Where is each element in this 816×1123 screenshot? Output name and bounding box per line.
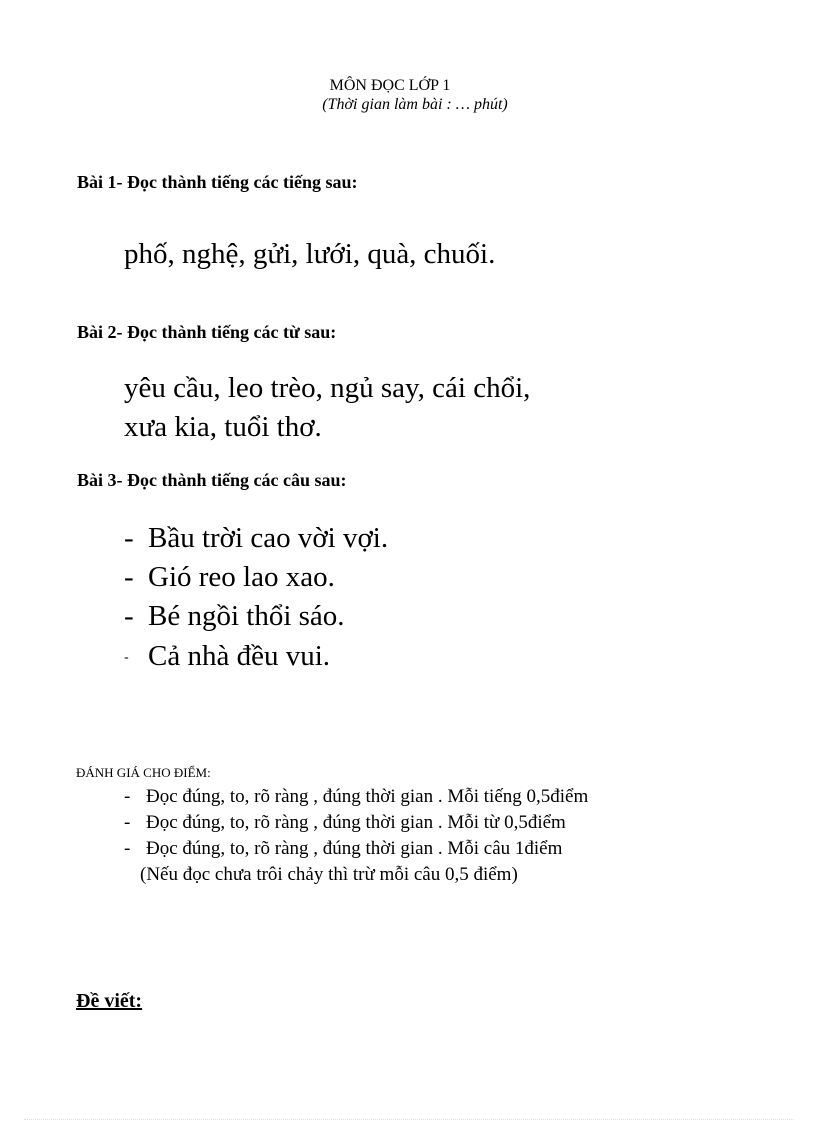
dash-bullet: - — [124, 561, 134, 593]
writing-heading: Đề viết: — [76, 990, 143, 1012]
sentence-text: Cả nhà đều vui. — [148, 640, 331, 672]
dash-bullet: - — [124, 650, 129, 666]
criteria-item — [124, 786, 588, 808]
list-item — [124, 600, 345, 633]
dash-bullet: - — [124, 812, 131, 833]
list-item — [124, 522, 388, 555]
criteria-text: Đọc đúng, to, rõ ràng , đúng thời gian . Mỗi từ 0,5điểm — [146, 812, 566, 833]
section-1-line: phố, nghệ, gửi, lưới, quà, chuối. — [124, 238, 496, 270]
scoring-note: (Nếu đọc chưa trôi chảy thì trừ mỗi câu 0,5 điểm) — [140, 864, 518, 885]
criteria-text: Đọc đúng, to, rõ ràng , đúng thời gian . Mỗi tiếng 0,5điểm — [146, 786, 589, 807]
section-3-heading: Bài 3- Đọc thành tiếng các câu sau: — [77, 470, 347, 490]
page-bottom-divider — [24, 1119, 794, 1120]
dash-bullet: - — [124, 522, 134, 554]
criteria-text: Đọc đúng, to, rõ ràng , đúng thời gian . Mỗi câu 1điểm — [146, 838, 563, 859]
list-item — [124, 561, 335, 594]
dash-bullet: - — [124, 786, 131, 807]
sentence-text: Bầu trời cao vời vợi. — [148, 522, 389, 554]
dash-bullet: - — [124, 838, 131, 859]
list-item — [124, 640, 330, 673]
page-subtitle: (Thời gian làm bài : … phút) — [322, 96, 508, 113]
section-2-heading: Bài 2- Đọc thành tiếng các từ sau: — [77, 322, 337, 342]
sentence-text: Gió reo lao xao. — [148, 561, 335, 593]
section-1-heading: Bài 1- Đọc thành tiếng các tiếng sau: — [77, 172, 358, 192]
criteria-item — [124, 838, 562, 860]
section-2-line-2: xưa kia, tuổi thơ. — [124, 411, 322, 443]
evaluation-label: ĐÁNH GIÁ CHO ĐIỂM: — [76, 765, 211, 780]
criteria-item — [124, 812, 566, 834]
page-title: MÔN ĐỌC LỚP 1 — [329, 77, 451, 94]
sentence-text: Bé ngồi thổi sáo. — [148, 600, 345, 632]
dash-bullet: - — [124, 600, 134, 632]
section-2-line-1: yêu cầu, leo trèo, ngủ say, cái chổi, — [124, 372, 531, 404]
